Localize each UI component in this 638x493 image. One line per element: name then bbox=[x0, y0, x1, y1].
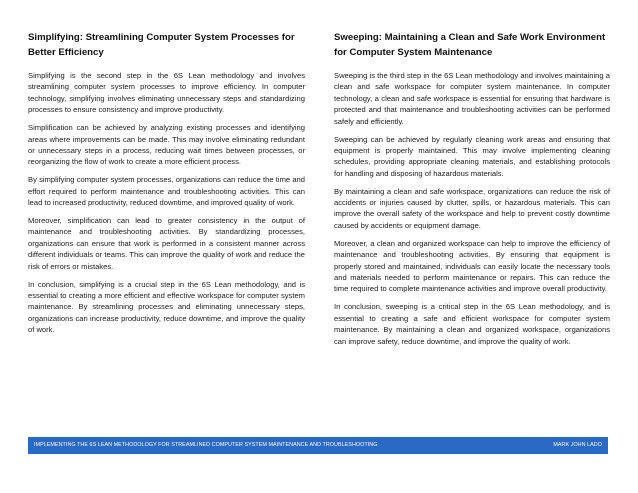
right-paragraph: Sweeping is the third step in the 6S Lean methodology and involves maintaining a clean and safe workspace for computer system maintenance. In computer technology, a clean and safe workspace is essential for ensuring that hardware is protected and that maintenance and troubleshooting activities can be performed safely and efficiently. bbox=[334, 71, 610, 126]
right-column bbox=[334, 30, 610, 353]
right-paragraph: Sweeping can be achieved by regularly cleaning work areas and ensuring that equipment is properly maintained. This may involve implementing cleaning schedules, providing appropriate cleaning materials, and establishing protocols for handling and disposing of hazardous materials. bbox=[334, 134, 610, 178]
left-paragraph: Simplifying is the second step in the 6S Lean methodology and involves streamlining computer system processes to improve efficiency. In computer technology, simplifying involves eliminating unnecessary steps and standardizing processes to ensure consistency and improve productivity. bbox=[28, 71, 305, 115]
left-paragraph: Moreover, simplification can lead to greater consistency in the output of maintenance and troubleshooting activities. By standardizing processes, organizations can ensure that work is performed in a consistent manner across different individuals or teams. This can improve the quality of work and reduce the risk of errors or mistakes. bbox=[28, 215, 305, 271]
right-section-title: Sweeping: Maintaining a Clean and Safe Work Environment for Computer System Maintenance bbox=[334, 32, 606, 58]
right-paragraph: In conclusion, sweeping is a critical step in the 6S Lean methodology, and is essential to creating a safe and efficient workspace for computer system maintenance. By maintaining a clean and organized workspace, organizations can improve safety, reduce downtime, and improve the quality of work. bbox=[334, 302, 610, 346]
right-paragraph: By maintaining a clean and safe workspace, organizations can reduce the risk of accidents or injuries caused by clutter, spills, or hazardous materials. This can improve the overall safety of the workspace and help to prevent costly downtime caused by accidents or equipment damage. bbox=[334, 186, 610, 230]
left-paragraph: By simplifying computer system processes, organizations can reduce the time and effort required to perform maintenance and troubleshooting activities. This can lead to increased productivity, reduced downtime, and improved quality of work. bbox=[28, 175, 305, 208]
left-paragraph: Simplification can be achieved by analyzing existing processes and identifying areas where improvements can be made. This may involve eliminating redundant or unnecessary steps in a process, reducing wait times between processes, or reorganizing the flow of work to create a more efficient process. bbox=[28, 123, 305, 167]
right-paragraph: Moreover, a clean and organized workspace can help to improve the efficiency of maintenance and troubleshooting activities. By ensuring that equipment is properly stored and maintained, individuals can easily locate the necessary tools and materials needed to perform maintenance or repairs. This can reduce the time required to complete maintenance activities and improve overall productivity. bbox=[334, 238, 610, 294]
footer-document-title: IMPLEMENTING THE 6S LEAN METHODOLOGY FOR STREAMLINED COMPUTER SYSTEM MAINTENANCE AND TROUBLESHOOTING bbox=[34, 442, 378, 448]
left-column bbox=[28, 30, 305, 342]
left-section-title: Simplifying: Streamlining Computer System Processes for Better Efficiency bbox=[28, 32, 295, 58]
left-paragraph: In conclusion, simplifying is a crucial step in the 6S Lean methodology, and is essential to creating a more efficient and effective workspace for computer system maintenance. By streamlining processes and eliminating unnecessary steps, organizations can increase productivity, reduce downtime, and improve the quality of work. bbox=[28, 279, 305, 335]
footer-bar bbox=[28, 437, 608, 454]
footer-author: MARK JOHN LADO bbox=[553, 442, 602, 448]
